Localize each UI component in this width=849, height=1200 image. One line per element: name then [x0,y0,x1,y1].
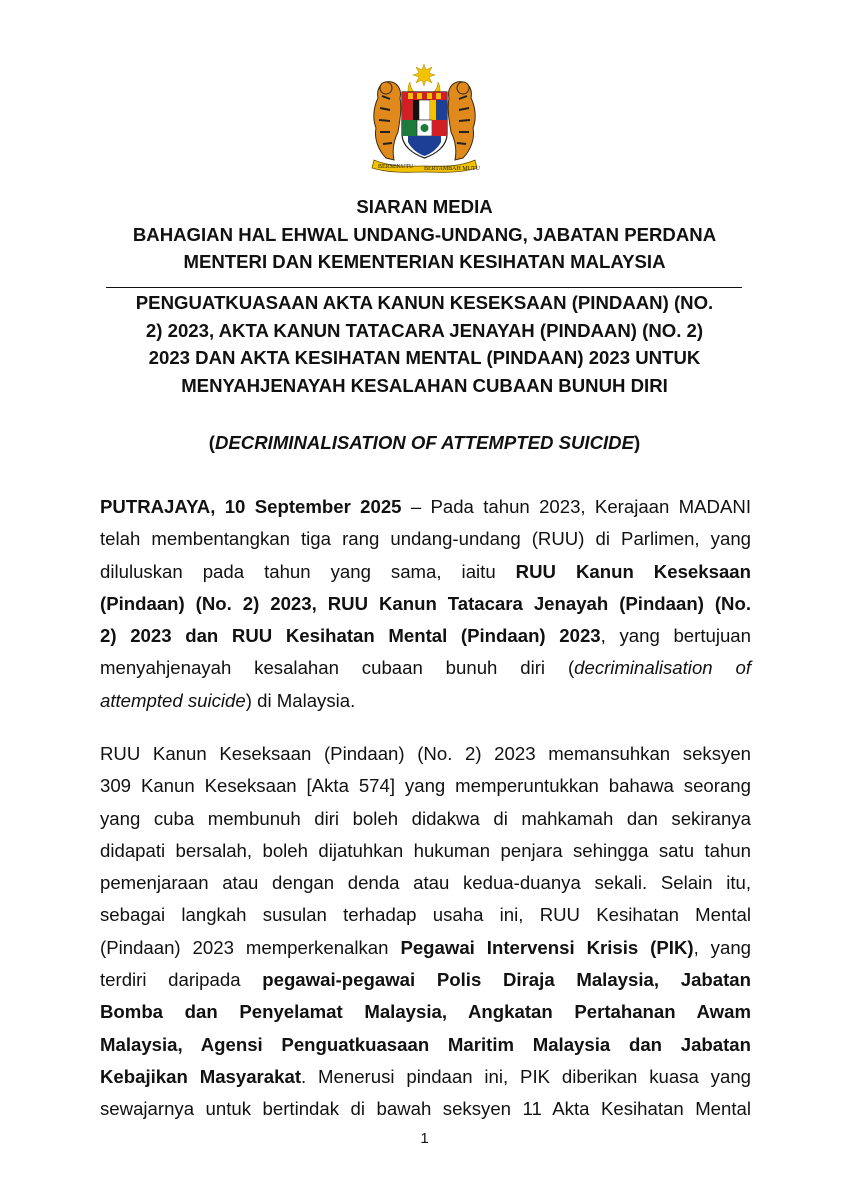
para1-line: telah membentangkan tiga rang undang-undang (RUU) di Parlimen, yang [100,528,751,550]
subtitle-close-paren: ) [634,432,641,453]
release-header [60,193,789,276]
paragraph-1 [100,491,751,717]
english-term-1: decriminalisation of [574,657,752,679]
para2-line: didapati bersalah, boleh dijatuhkan hukuman penjara sehingga satu tahun [100,839,751,861]
para1-line1-text: – Pada tahun 2023, Kerajaan MADANI [401,496,751,517]
dateline: PUTRAJAYA, 10 September 2025 [100,496,402,517]
para2-line: sebagai langkah susulan terhadap usaha ini, RUU Kesihatan Mental [100,904,751,926]
subject-line-1: PENGUATKUASAAN AKTA KANUN KESEKSAAN (PINDAAN) (NO. [135,292,714,313]
bill-names-2: (Pindaan) (No. 2) 2023, RUU Kanun Tatacara Jenayah (Pindaan) (No. [100,592,751,614]
agency-list-2: Bomba dan Penyelamat Malaysia, Angkatan Pertahanan Awam [100,1001,751,1023]
para2-line: pemenjaraan atau dengan denda atau kedua-duanya sekali. Selain itu, [100,872,751,894]
agency-list-3: Malaysia, Agensi Penguatkuasaan Maritim Malaysia dan Jabatan [100,1033,751,1055]
para1-line7-text: ) di Malaysia. [245,689,356,711]
para1-line [100,652,751,684]
bill-names-3: 2) 2023 dan RUU Kesihatan Mental (Pindaan) 2023 [100,625,601,647]
para1-line [100,588,751,620]
subject-line-4: MENYAHJENAYAH KESALAHAN CUBAAN BUNUH DIRI [181,374,668,396]
page-number: 1 [420,1130,429,1147]
subject-line-2: 2) 2023, AKTA KANUN TATACARA JENAYAH (PINDAAN) (NO. 2) [145,319,704,341]
subtitle-open-paren: ( [208,432,215,453]
english-term-2: attempted suicide [100,689,246,711]
para1-line5-text: , yang bertujuan [600,625,751,647]
para2-line [100,964,751,996]
para1-line3-text: diluluskan pada tahun yang sama, iaitu [100,560,516,582]
bill-name-1: RUU Kanun Keseksaan [515,560,751,582]
para2-line11-text: . Menerusi pindaan ini, PIK diberikan kuasa yang [301,1065,752,1087]
para2-line: sewajarnya untuk bertindak di bawah seksyen 11 Akta Kesihatan Mental [100,1098,751,1120]
subject-line-3: 2023 DAN AKTA KESIHATAN MENTAL (PINDAAN) 2023 UNTUK [148,347,701,368]
para2-line: 309 Kanun Keseksaan [Akta 574] yang memperuntukkan bahawa seorang [100,775,751,797]
header-divider [106,287,742,288]
para2-line: yang cuba membunuh diri boleh didakwa di mahkamah dan sekiranya [100,807,751,829]
release-title: SIARAN MEDIA [356,196,493,217]
para2-line: RUU Kanun Keseksaan (Pindaan) (No. 2) 2023 memansuhkan seksyen [100,743,751,764]
agency-list-4: Kebajikan Masyarakat [100,1065,302,1087]
paragraph-2 [100,738,751,1126]
para1-line [100,620,751,652]
coat-of-arms-emblem [352,62,497,174]
para1-line [100,491,751,523]
motto-left-text: BERSEKUTU [378,164,414,170]
para1-line6-text: menyahjenayah kesalahan cubaan bunuh diri ( [100,657,575,679]
para2-line [100,932,751,964]
para2-line7-end: , yang [693,936,752,958]
para1-line [100,556,751,588]
issuer-line-2: MENTERI DAN KEMENTERIAN KESIHATAN MALAYSIA [183,251,666,272]
english-subtitle [60,429,789,457]
para2-line7-text: (Pindaan) 2023 memperkenalkan [100,936,401,958]
para1-line [100,685,751,717]
motto-right-text: BERTAMBAH MUTU [424,166,480,172]
pik-term: Pegawai Intervensi Krisis (PIK) [400,936,694,958]
agency-list-1: pegawai-pegawai Polis Diraja Malaysia, Jabatan [262,969,751,991]
para2-line8-text: terdiri daripada [100,969,263,991]
subtitle-text: DECRIMINALISATION OF ATTEMPTED SUICIDE [214,432,635,453]
para2-line [100,1029,751,1061]
subject-heading [60,289,789,399]
issuer-line-1: BAHAGIAN HAL EHWAL UNDANG-UNDANG, JABATAN PERDANA [132,223,717,245]
para2-line [100,1061,751,1093]
para2-line [100,996,751,1028]
